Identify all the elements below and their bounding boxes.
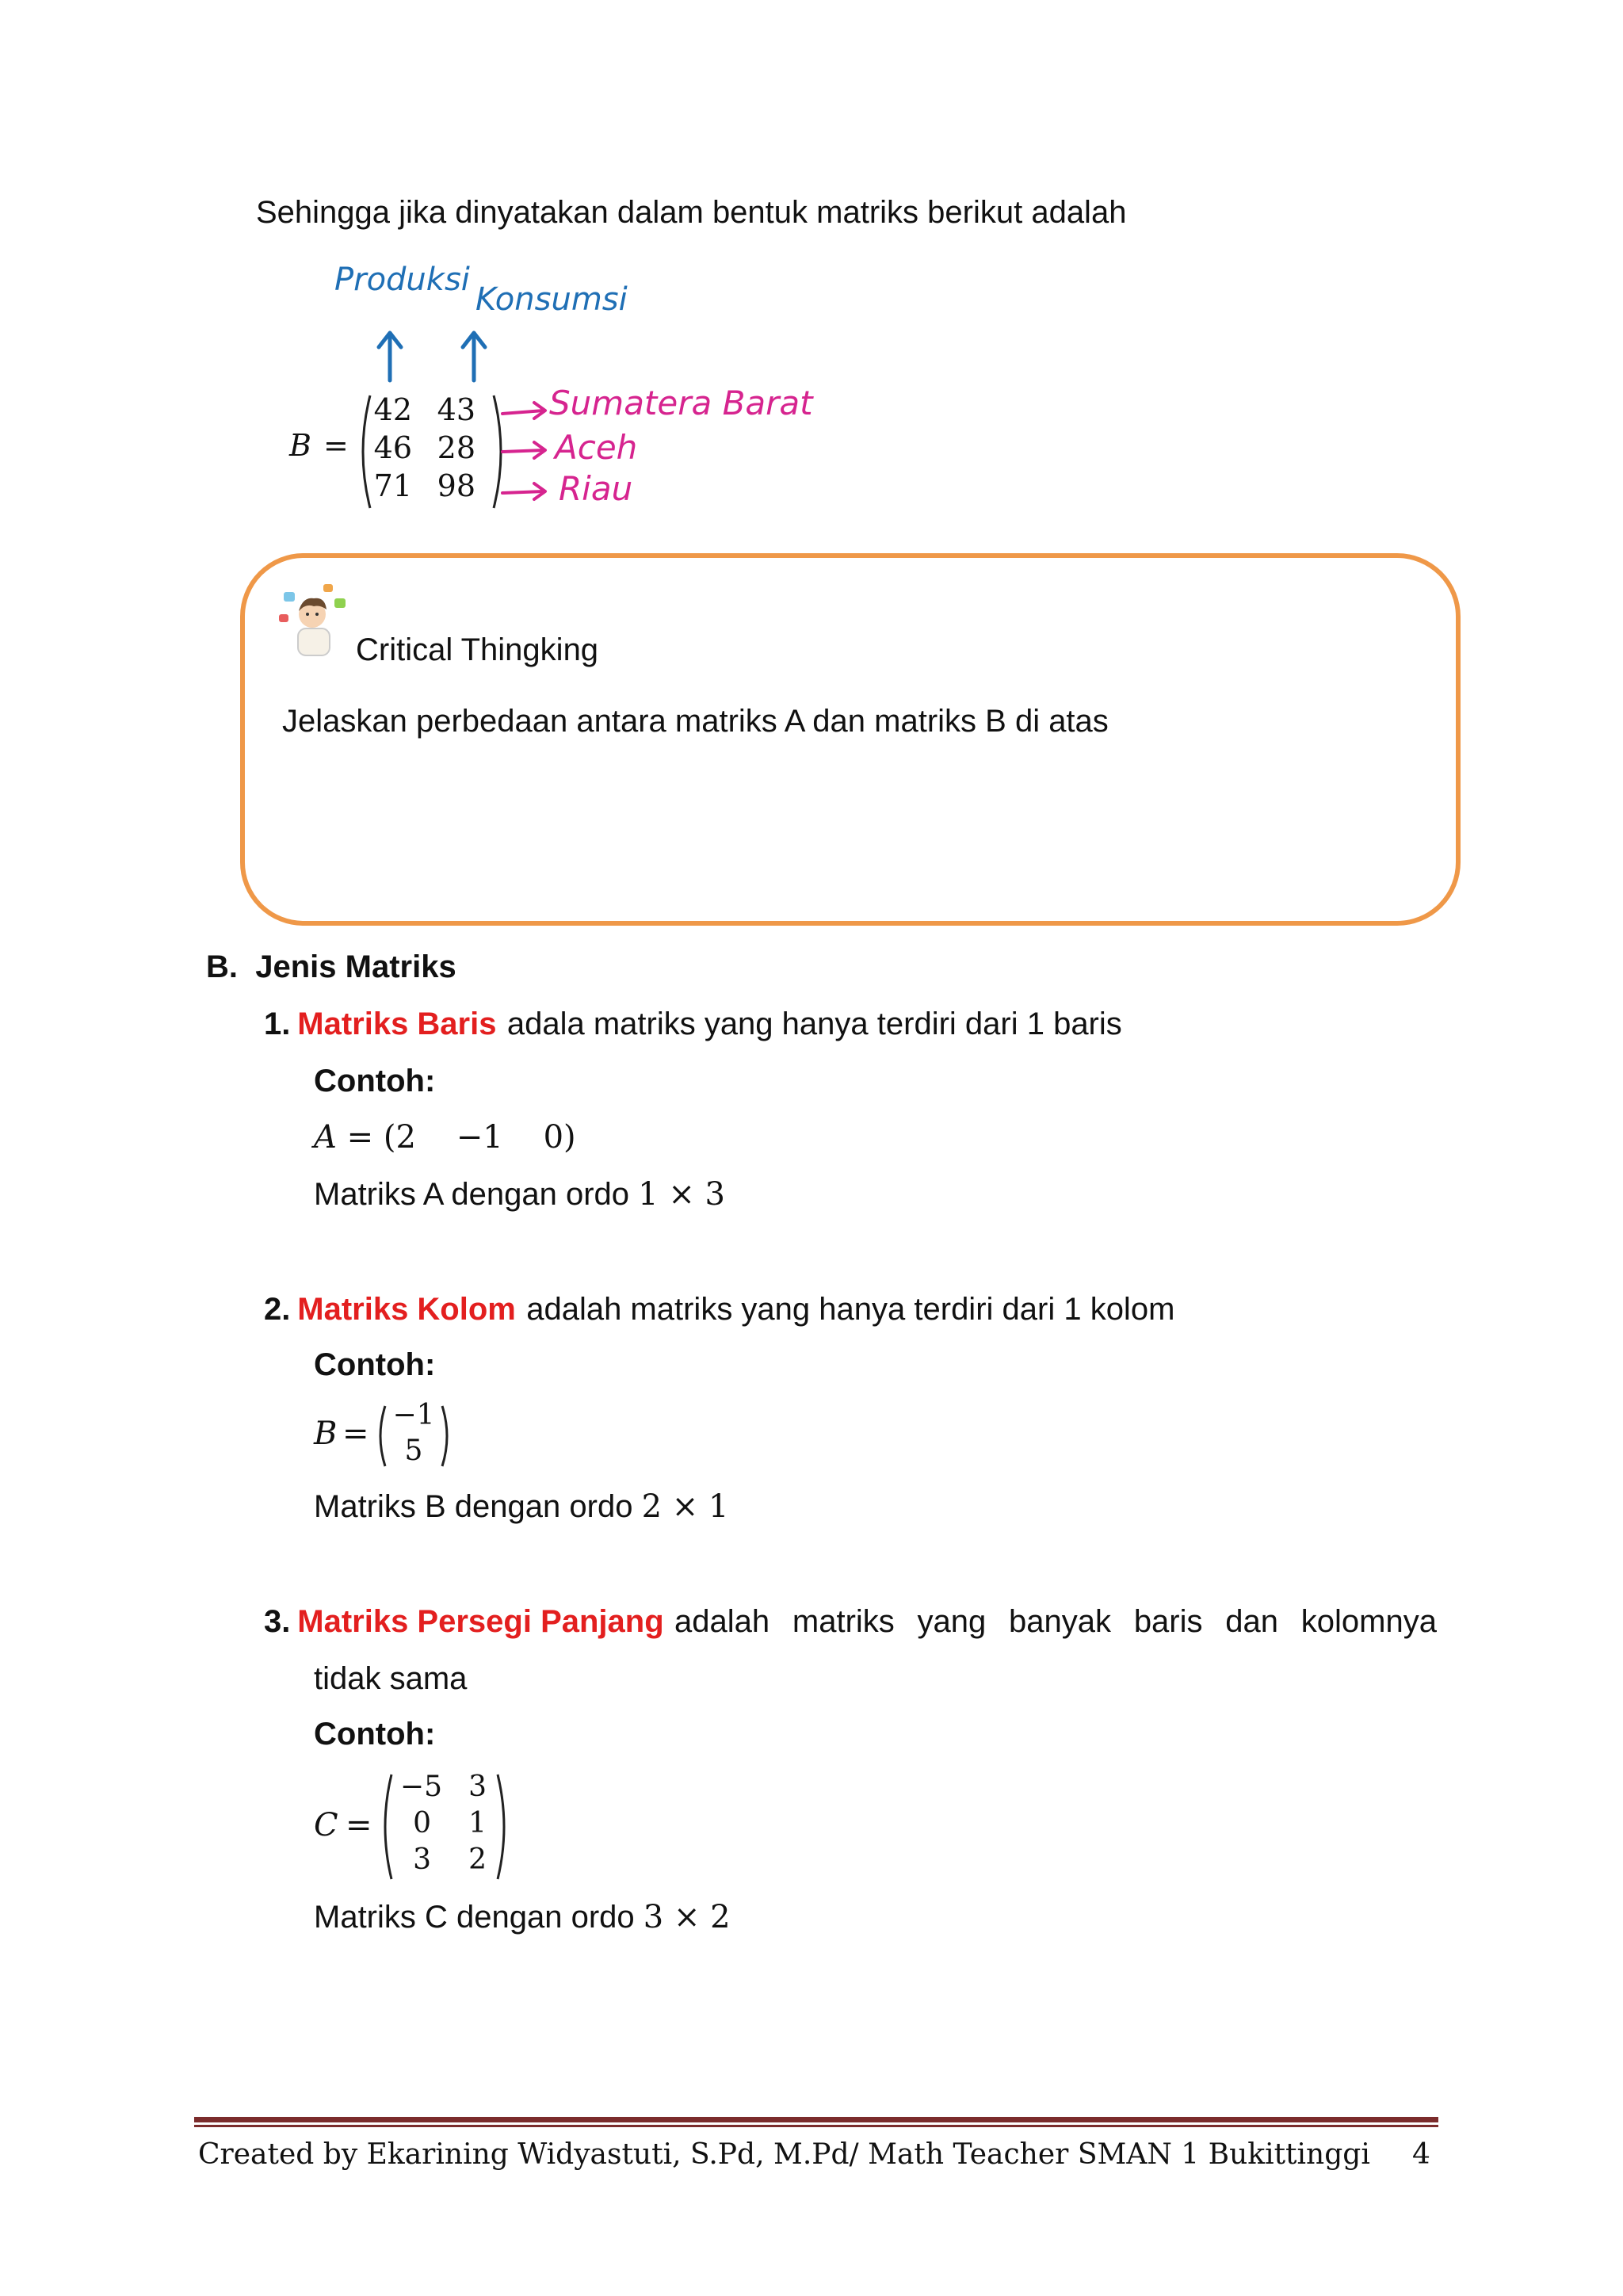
footer-credit: Created by Ekarining Widyastuti, S.Pd, M.Pd/ Math Teacher SMAN 1 Bukittinggi bbox=[198, 2138, 1370, 2171]
matrix-cell: 42 bbox=[373, 392, 412, 427]
example-label: Contoh: bbox=[314, 1717, 436, 1752]
equals-sign: = bbox=[323, 428, 349, 463]
footer-rule bbox=[194, 2117, 1438, 2122]
order-prefix: Matriks B dengan ordo bbox=[314, 1489, 633, 1524]
matrix-entry: 2 bbox=[395, 1119, 416, 1156]
list-item bbox=[264, 1007, 1122, 1042]
page-number: 4 bbox=[1412, 2138, 1430, 2171]
matrix-cell: 3 bbox=[468, 1771, 487, 1803]
footer-rule-thin bbox=[194, 2125, 1438, 2127]
order-value: 3 × 2 bbox=[643, 1899, 731, 1935]
order-line bbox=[314, 1899, 731, 1935]
matrix-cell: 71 bbox=[373, 468, 412, 503]
thinking-person-icon bbox=[279, 583, 355, 659]
item-number: 2. bbox=[264, 1292, 291, 1327]
order-line bbox=[314, 1176, 725, 1213]
item-definition: adalah matriks yang banyak baris dan kolomnya bbox=[674, 1604, 1437, 1639]
matrix-cell: 1 bbox=[468, 1807, 487, 1839]
matrix-cell: 2 bbox=[468, 1843, 487, 1876]
row-label-riau: Riau bbox=[559, 469, 633, 508]
column-label-konsumsi: Konsumsi bbox=[475, 281, 628, 318]
matrix-name: C bbox=[314, 1807, 338, 1843]
item-term: Matriks Kolom bbox=[297, 1292, 516, 1327]
section-title: Jenis Matriks bbox=[255, 949, 456, 984]
order-prefix: Matriks A dengan ordo bbox=[314, 1177, 630, 1212]
item-number: 3. bbox=[264, 1604, 291, 1639]
intro-text: Sehingga jika dinyatakan dalam bentuk matriks berikut adalah bbox=[256, 195, 1127, 230]
matrix-entry: −1 bbox=[456, 1119, 503, 1156]
matrix-entry: 0 bbox=[543, 1119, 564, 1156]
item-definition: adalah matriks yang hanya terdiri dari 1 kolom bbox=[526, 1292, 1175, 1327]
matrix-name: A bbox=[314, 1119, 337, 1156]
item-definition: adala matriks yang hanya terdiri dari 1 baris bbox=[506, 1007, 1122, 1041]
row-label-aceh: Aceh bbox=[555, 428, 638, 467]
matrix-cell: 46 bbox=[373, 430, 412, 465]
example-label: Contoh: bbox=[314, 1347, 436, 1382]
row-label-sumatera-barat: Sumatera Barat bbox=[549, 384, 813, 422]
order-value: 1 × 3 bbox=[638, 1176, 725, 1213]
item-number: 1. bbox=[264, 1007, 291, 1041]
matrix-cell: 0 bbox=[413, 1807, 431, 1839]
matrix-cell: 3 bbox=[413, 1843, 431, 1876]
matrix-name: B bbox=[314, 1415, 338, 1452]
matrix-c-entries bbox=[387, 1771, 506, 1881]
order-line bbox=[314, 1488, 728, 1525]
item-definition-continued: tidak sama bbox=[314, 1661, 468, 1696]
critical-thinking-box bbox=[240, 553, 1461, 926]
order-value: 2 × 1 bbox=[641, 1488, 729, 1525]
section-label: B. bbox=[206, 949, 238, 984]
matrix-cell: 43 bbox=[437, 392, 475, 427]
matrix-entry: −1 bbox=[392, 1399, 435, 1431]
critical-question: Jelaskan perbedaan antara matriks A dan matriks B di atas bbox=[282, 704, 1109, 739]
matrix-cell: 98 bbox=[437, 468, 475, 503]
up-arrows-icon bbox=[372, 325, 499, 388]
order-prefix: Matriks C dengan ordo bbox=[314, 1900, 635, 1935]
equals-sign: = bbox=[346, 1807, 372, 1843]
matrix-cell: 28 bbox=[437, 430, 475, 465]
column-label-produksi: Produksi bbox=[334, 262, 470, 298]
item-term: Matriks Baris bbox=[297, 1007, 497, 1041]
row-matrix-equation: A = (2 −1 0) bbox=[314, 1119, 576, 1156]
list-item bbox=[264, 1292, 1174, 1328]
section-heading bbox=[206, 949, 456, 985]
equals-sign: = bbox=[342, 1415, 369, 1452]
critical-title: Critical Thingking bbox=[356, 632, 599, 667]
list-item bbox=[264, 1604, 1437, 1640]
item-term: Matriks Persegi Panjang bbox=[297, 1604, 664, 1639]
right-arrows-icon bbox=[498, 396, 553, 515]
matrix-b-name: B bbox=[289, 428, 311, 463]
example-label: Contoh: bbox=[314, 1064, 436, 1098]
matrix-entry: 5 bbox=[404, 1435, 423, 1467]
matrix-cell: −5 bbox=[399, 1771, 442, 1803]
matrix-b-entries bbox=[365, 392, 507, 511]
